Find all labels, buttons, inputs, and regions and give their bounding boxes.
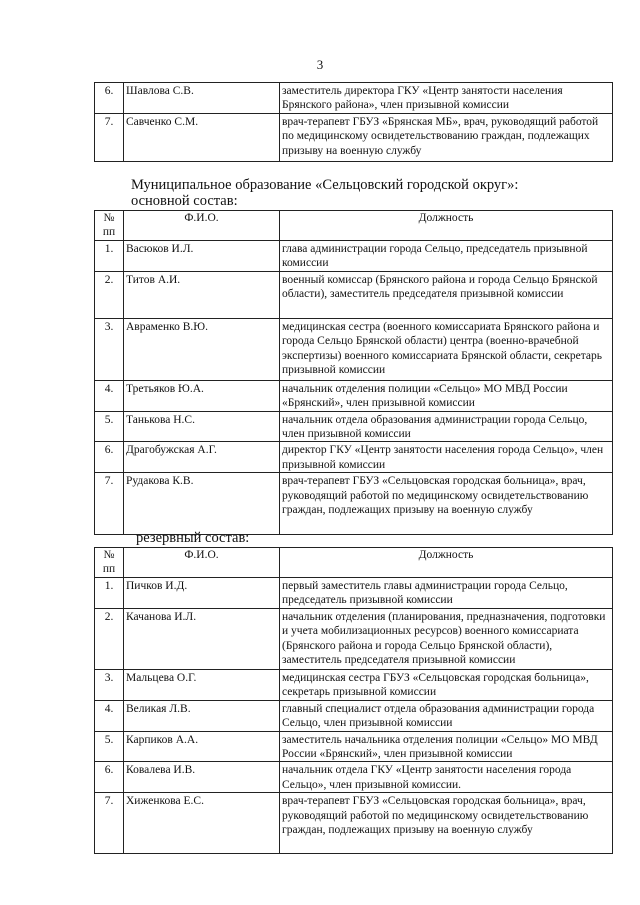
row-position: врач-терапевт ГБУЗ «Брянская МБ», врач, руководящий работой по медицинскому освидетельствованию граждан, подлежащих призыву на военную службу [280, 113, 613, 161]
page-number: 3 [316, 57, 324, 72]
table-row [95, 762, 613, 793]
header-num: № пп [95, 548, 124, 578]
table-row [95, 793, 613, 854]
row-position: врач-терапевт ГБУЗ «Сельцовская городская больница», врач, руководящий работой по медицинскому освидетельствованию граждан, подлежащих призыву на военную службу [280, 473, 613, 535]
row-number: 7. [95, 793, 124, 854]
row-number: 2. [95, 271, 124, 318]
table-row [95, 113, 613, 161]
row-name: Шавлова С.В. [124, 83, 280, 114]
header-name: Ф.И.О. [124, 548, 280, 578]
header-position: Должность [280, 548, 613, 578]
row-number: 1. [95, 577, 124, 608]
row-name: Пичков И.Д. [124, 577, 280, 608]
row-name: Ковалева И.В. [124, 762, 280, 793]
row-number: 4. [95, 700, 124, 731]
table-row [95, 608, 613, 669]
header-name: Ф.И.О. [124, 211, 280, 241]
table-row [95, 240, 613, 271]
row-name: Танькова Н.С. [124, 411, 280, 442]
table-row [95, 271, 613, 318]
row-name: Великая Л.В. [124, 700, 280, 731]
table-row [95, 669, 613, 700]
row-number: 3. [95, 318, 124, 380]
row-position: начальник отделения (планирования, предназначения, подготовки и учета мобилизационных ресурсов) военного комиссариата (Брянского района и города Сельцо Брянской области), заместитель председателя призывной комиссии [280, 608, 613, 669]
row-name: Авраменко В.Ю. [124, 318, 280, 380]
row-number: 6. [95, 83, 124, 114]
row-number: 6. [95, 442, 124, 473]
header-position: Должность [280, 211, 613, 241]
row-position: глава администрации города Сельцо, председатель призывной комиссии [280, 240, 613, 271]
reserve-table [94, 547, 613, 854]
row-number: 2. [95, 608, 124, 669]
row-name: Титов А.И. [124, 271, 280, 318]
row-position: военный комиссар (Брянского района и города Сельцо Брянской области), заместитель председателя призывной комиссии [280, 271, 613, 318]
municipality-title: Муниципальное образование «Сельцовский городской округ»: [131, 177, 519, 193]
row-number: 6. [95, 762, 124, 793]
row-name: Васюков И.Л. [124, 240, 280, 271]
table-row [95, 411, 613, 442]
row-name: Третьяков Ю.А. [124, 380, 280, 411]
main-table [94, 210, 613, 535]
row-number: 1. [95, 240, 124, 271]
table-row [95, 380, 613, 411]
row-name: Рудакова К.В. [124, 473, 280, 535]
row-name: Драгобужская А.Г. [124, 442, 280, 473]
row-position: медицинская сестра ГБУЗ «Сельцовская городская больница», секретарь призывной комиссии [280, 669, 613, 700]
row-position: начальник отдела ГКУ «Центр занятости населения города Сельцо», член призывной комиссии. [280, 762, 613, 793]
row-name: Савченко С.М. [124, 113, 280, 161]
row-number: 7. [95, 113, 124, 161]
row-position: медицинская сестра (военного комиссариата Брянского района и города Сельцо Брянской области) центра (военно-врачебной экспертизы) военного комиссариата Брянской области, секретарь призывной комиссии [280, 318, 613, 380]
table-header-row [95, 211, 613, 241]
top-table [94, 82, 613, 162]
row-position: врач-терапевт ГБУЗ «Сельцовская городская больница», врач, руководящий работой по медицинскому освидетельствованию граждан, подлежащих призыву на военную службу [280, 793, 613, 854]
table-header-row [95, 548, 613, 578]
row-number: 7. [95, 473, 124, 535]
row-position: начальник отдела образования администрации города Сельцо, член призывной комиссии [280, 411, 613, 442]
main-subtitle: основной состав: [131, 193, 238, 209]
row-position: заместитель директора ГКУ «Центр занятости населения Брянского района», член призывной комиссии [280, 83, 613, 114]
table-row [95, 318, 613, 380]
row-name: Хиженкова Е.С. [124, 793, 280, 854]
row-name: Карпиков А.А. [124, 731, 280, 762]
row-position: начальник отделения полиции «Сельцо» МО МВД России «Брянский», член призывной комиссии [280, 380, 613, 411]
row-name: Мальцева О.Г. [124, 669, 280, 700]
row-position: главный специалист отдела образования администрации города Сельцо, член призывной комиссии [280, 700, 613, 731]
header-num: № пп [95, 211, 124, 241]
row-number: 5. [95, 411, 124, 442]
table-row [95, 83, 613, 114]
table-row [95, 577, 613, 608]
row-position: заместитель начальника отделения полиции «Сельцо» МО МВД России «Брянский», член призывной комиссии [280, 731, 613, 762]
row-position: первый заместитель главы администрации города Сельцо, председатель призывной комиссии [280, 577, 613, 608]
table-row [95, 700, 613, 731]
reserve-subtitle: резервный состав: [136, 530, 250, 546]
row-position: директор ГКУ «Центр занятости населения города Сельцо», член призывной комиссии [280, 442, 613, 473]
row-number: 3. [95, 669, 124, 700]
table-row [95, 442, 613, 473]
row-number: 4. [95, 380, 124, 411]
row-number: 5. [95, 731, 124, 762]
row-name: Качанова И.Л. [124, 608, 280, 669]
table-row [95, 731, 613, 762]
table-row [95, 473, 613, 535]
